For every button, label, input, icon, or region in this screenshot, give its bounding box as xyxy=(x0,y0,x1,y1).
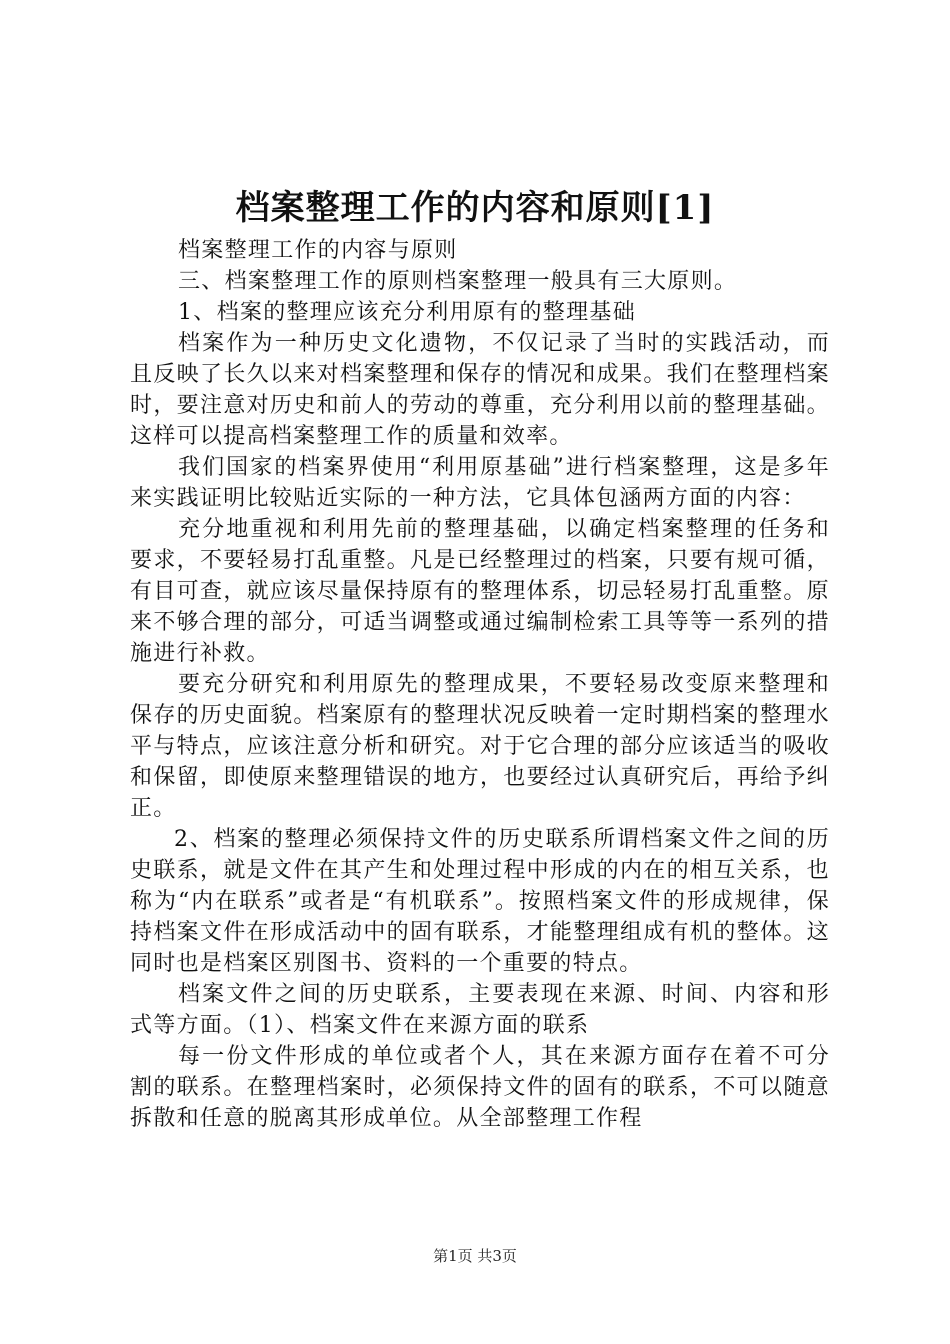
paragraph-principles-intro: 三、档案整理工作的原则档案整理一般具有三大原则。 xyxy=(178,269,738,294)
paragraph-body: 每一份文件形成的单位或者个人，其在来源方面存在着不可分割的联系。在整理档案时，必须保持文件的固有的联系，不可以随意拆散和任意的脱离其形成单位。从全部整理工作程 xyxy=(130,1044,830,1131)
paragraph-body: 充分地重视和利用先前的整理基础，以确定档案整理的任务和要求，不要轻易打乱重整。凡是已经整理过的档案，只要有规可循，有目可查，就应该尽量保持原有的整理体系，切忌轻易打乱重整。原来不够合理的部分，可适当调整或通过编制检索工具等等一系列的措施进行补救。 xyxy=(130,517,830,666)
document-body xyxy=(130,235,830,1134)
paragraph-principle-1-heading: 1、档案的整理应该充分利用原有的整理基础 xyxy=(178,300,636,325)
document-title: 档案整理工作的内容和原则[1] xyxy=(235,188,715,228)
paragraph-body: 档案作为一种历史文化遗物，不仅记录了当时的实践活动，而且反映了长久以来对档案整理和保存的情况和成果。我们在整理档案时，要注意对历史和前人的劳动的尊重，充分利用以前的整理基础。这样可以提高档案整理工作的质量和效率。 xyxy=(130,331,830,449)
paragraph-body: 档案文件之间的历史联系，主要表现在来源、时间、内容和形式等方面。（1）、档案文件在来源方面的联系 xyxy=(130,982,830,1038)
page-number: 第1页 共3页 xyxy=(433,1247,517,1265)
paragraph-body: 我们国家的档案界使用“利用原基础”进行档案整理，这是多年来实践证明比较贴近实际的一种方法，它具体包涵两方面的内容： xyxy=(130,455,830,511)
paragraph-principle-2: 2、档案的整理必须保持文件的历史联系所谓档案文件之间的历史联系，就是文件在其产生和处理过程中形成的内在的相互关系，也称为“内在联系”或者是“有机联系”。按照档案文件的形成规律，保持档案文件在形成活动中的固有联系，才能整理组成有机的整体。这同时也是档案区别图书、资料的一个重要的特点。 xyxy=(130,827,830,976)
paragraph-subtitle: 档案整理工作的内容与原则 xyxy=(178,238,458,263)
paragraph-body: 要充分研究和利用原先的整理成果，不要轻易改变原来整理和保存的历史面貌。档案原有的整理状况反映着一定时期档案的整理水平与特点，应该注意分析和研究。对于它合理的部分应该适当的吸收和保留，即使原来整理错误的地方，也要经过认真研究后，再给予纠正。 xyxy=(130,672,830,821)
